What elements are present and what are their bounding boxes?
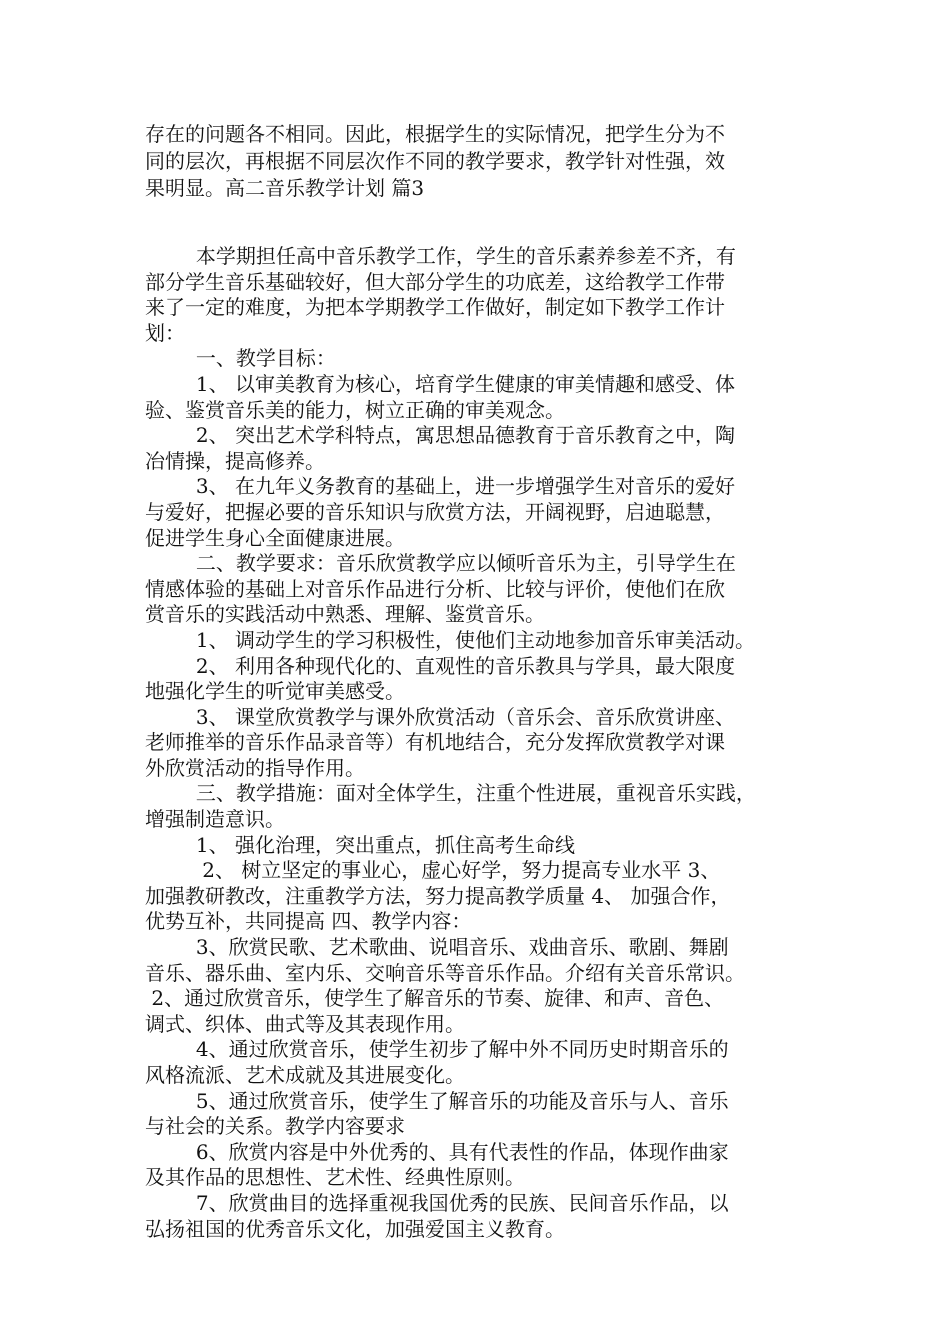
body-line: 风格流派、艺术成就及其进展变化。 [145, 1063, 465, 1087]
body-line: 及其作品的思想性、艺术性、经典性原则。 [145, 1165, 525, 1190]
body-line: 2、 树立坚定的事业心，虚心好学，努力提高专业水平 3、 [145, 858, 721, 883]
body-line: 音乐、器乐曲、室内乐、交响音乐等音乐作品。介绍有关音乐常识。 [145, 960, 745, 985]
body-line: 优势互补，共同提高 四、教学内容： [145, 909, 472, 934]
body-line: 5、通过欣赏音乐，使学生了解音乐的功能及音乐与人、音乐 [145, 1088, 729, 1113]
body-line: 与社会的关系。教学内容要求 [145, 1114, 405, 1139]
body-line: 部分学生音乐基础较好，但大部分学生的功底差，这给教学工作带 [145, 269, 725, 294]
plan-body [145, 244, 813, 1242]
body-line: 3、 课堂欣赏教学与课外欣赏活动（音乐会、音乐欣赏讲座、 [145, 704, 735, 729]
body-line: 3、欣赏民歌、艺术歌曲、说唱音乐、戏曲音乐、歌剧、舞剧 [145, 935, 729, 960]
body-line: 划： [145, 320, 185, 345]
body-line: 与爱好，把握必要的音乐知识与欣赏方法，开阔视野，启迪聪慧， [145, 499, 725, 524]
section-heading: 二、教学要求：音乐欣赏教学应以倾听音乐为主，引导学生在 [145, 551, 736, 576]
body-line: 老师推举的音乐作品录音等）有机地结合，充分发挥欣赏教学对课 [145, 730, 725, 755]
body-line: 2、通过欣赏音乐，使学生了解音乐的节奏、旋律、和声、音色、 [145, 986, 725, 1011]
body-line: 冶情操，提高修养。 [145, 448, 325, 473]
body-line: 7、欣赏曲目的选择重视我国优秀的民族、民间音乐作品，以 [145, 1190, 729, 1215]
body-line: 1、 调动学生的学习积极性，使他们主动地参加音乐审美活动。 [145, 627, 755, 652]
body-line: 赏音乐的实践活动中熟悉、理解、鉴赏音乐。 [145, 602, 545, 627]
body-line: 外欣赏活动的指导作用。 [145, 755, 365, 780]
body-line: 验、鉴赏音乐美的能力，树立正确的审美观念。 [145, 397, 565, 422]
body-line: 弘扬祖国的优秀音乐文化，加强爱国主义教育。 [145, 1216, 565, 1241]
body-line: 2、 突出艺术学科特点，寓思想品德教育于音乐教育之中，陶 [145, 423, 735, 448]
intro-line: 果明显。高二音乐教学计划 篇3 [145, 176, 425, 200]
intro-line: 同的层次，再根据不同层次作不同的教学要求，教学针对性强，效 [145, 149, 725, 173]
intro-line: 存在的问题各不相同。因此，根据学生的实际情况，把学生分为不 [145, 122, 725, 146]
body-line: 3、 在九年义务教育的基础上，进一步增强学生对音乐的爱好 [145, 474, 735, 499]
body-line: 情感体验的基础上对音乐作品进行分析、比较与评价，使他们在欣 [145, 576, 725, 601]
body-line: 促进学生身心全面健康进展。 [145, 525, 405, 550]
body-line: 增强制造意识。 [145, 807, 285, 832]
body-line: 本学期担任高中音乐教学工作，学生的音乐素养参差不齐，有 [145, 244, 736, 268]
body-line: 来了一定的难度，为把本学期教学工作做好，制定如下教学工作计 [145, 295, 725, 320]
body-line: 1、 强化治理，突出重点，抓住高考生命线 [145, 832, 575, 857]
section-heading: 三、教学措施：面对全体学生，注重个性进展，重视音乐实践， [145, 781, 756, 806]
body-line: 6、欣赏内容是中外优秀的、具有代表性的作品，体现作曲家 [145, 1139, 729, 1164]
body-line: 4、通过欣赏音乐，使学生初步了解中外不同历史时期音乐的 [145, 1037, 729, 1062]
body-line: 1、 以审美教育为核心，培育学生健康的审美情趣和感受、体 [145, 371, 735, 396]
body-line: 加强教研教改，注重教学方法，努力提高教学质量 4、 加强合作， [145, 883, 731, 908]
intro-paragraph [145, 121, 813, 202]
section-heading: 一、教学目标： [145, 346, 336, 371]
body-line: 地强化学生的听觉审美感受。 [145, 679, 405, 704]
body-line: 调式、织体、曲式等及其表现作用。 [145, 1011, 465, 1036]
body-line: 2、 利用各种现代化的、直观性的音乐教具与学具，最大限度 [145, 653, 735, 678]
